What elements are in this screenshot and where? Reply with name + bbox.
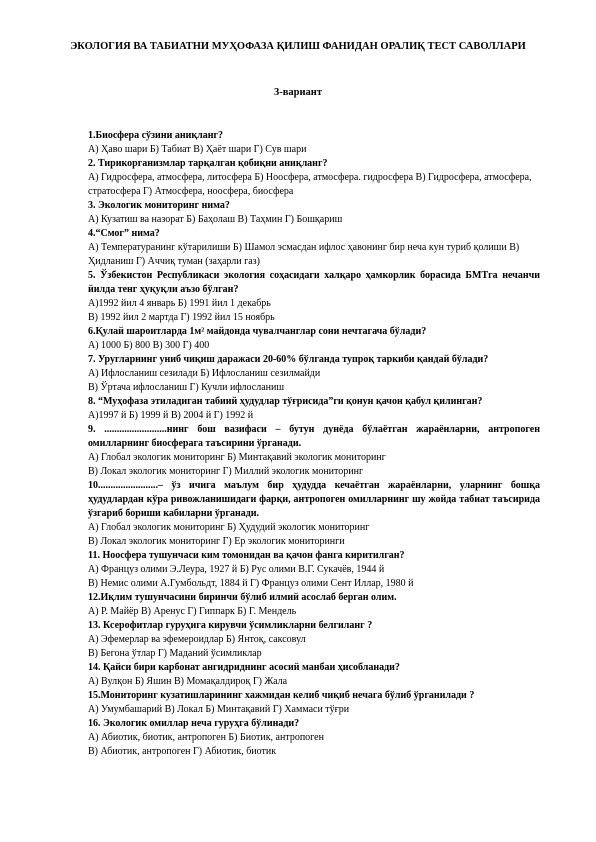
document-title: ЭКОЛОГИЯ ВА ТАБИАТНИ МУҲОФАЗА ҚИЛИШ ФАНИДАН ОРАЛИҚ ТЕСТ САВОЛЛАРИ — [70, 41, 526, 52]
answer-options: А) Вулқон Б) Яшин В) Момақалдироқ Г) Жала — [88, 676, 288, 687]
answer-options: А) Эфемерлар ва эфемероидлар Б) Янтоқ, саксовул — [88, 634, 306, 645]
answer-options: В) Бегона ўтлар Г) Маданий ўсимликлар — [88, 648, 262, 659]
question-text: 15.Мониторинг кузатишларининг хажмидан келиб чиқиб нечага бўлиб ўрганилади ? — [88, 690, 475, 701]
answer-options: А) 1000 Б) 800 В) 300 Г) 400 — [88, 340, 210, 351]
question-block — [88, 395, 540, 423]
question-block — [88, 689, 540, 717]
answer-options: А) Гидросфера, атмосфера, литосфера Б) Ноосфера, атмосфера. гидросфера В) Гидросфера, атмосфера, стратосфера Г) Атмосфера, ноосфера, биосфера — [88, 172, 532, 197]
answer-options: В) Ўртача ифлосланиш Г) Кучли ифлосланиш — [88, 382, 285, 393]
answer-options: А) Умумбашарий В) Локал Б) Минтақавий Г) Хаммаси тўғри — [88, 704, 350, 715]
answer-options: В) 1992 йил 2 мартда Г) 1992 йил 15 ноябрь — [88, 312, 275, 323]
question-block — [88, 549, 540, 591]
question-text: 8. “Муҳофаза этиладиган табиий ҳудудлар тўғрисида”ги қонун қачон қабул қилинган? — [88, 396, 483, 407]
answer-options: А) Кузатиш ва назорат Б) Баҳолаш В) Таҳмин Г) Бошқариш — [88, 214, 343, 225]
question-block — [88, 479, 540, 549]
answer-options: В) Абиотик, антропоген Г) Абиотик, биотик — [88, 746, 277, 757]
answer-options: А) Ҳаво шари Б) Табиат В) Ҳаёт шари Г) Сув шари — [88, 144, 307, 155]
answer-options: А) Глобал экологик мониторинг Б) Ҳудудий экологик мониторинг — [88, 522, 370, 533]
questions-list — [88, 129, 540, 759]
answer-options: А) Температуранинг кўтарилиши Б) Шамол эсмасдан ифлос ҳавонинг бир неча кун туриб қолиши В) Ҳидланиш Г) Аччиқ туман (заҳарли газ) — [88, 242, 520, 267]
answer-options: В) Локал экологик мониторинг Г) Ер экологик мониторинги — [88, 536, 345, 547]
question-block — [88, 591, 540, 619]
question-block — [88, 227, 540, 269]
question-text: 9. .........................нинг бош вазифаси – бутун дунёда бўлаётган жараёнларни, антропоген омилларнинг биосферага таъсирини ўрганади. — [88, 424, 540, 449]
question-block — [88, 325, 540, 353]
question-block — [88, 269, 540, 325]
question-block — [88, 661, 540, 689]
question-text: 3. Экологик мониторинг нима? — [88, 200, 230, 211]
question-text: 4.“Смог” нима? — [88, 228, 160, 239]
question-block — [88, 129, 540, 157]
answer-options: А) Р. Майёр В) Аренус Г) Гиппарк Б) Г. Мендель — [88, 606, 297, 617]
answer-options: А) Француз олими Э.Леура, 1927 й Б) Рус олими В.Г. Сукачёв, 1944 й — [88, 564, 385, 575]
question-text: 1.Биосфера сўзини аниқланг? — [88, 130, 224, 141]
question-text: 2. Тирикорганизмлар тарқалган қобиқни аниқланг? — [88, 158, 328, 169]
question-block — [88, 619, 540, 661]
question-text: 13. Ксерофитлар гуруҳига кирувчи ўсимликларни белгиланг ? — [88, 620, 373, 631]
question-text: 7. Уругларнинг униб чиқиш даражаси 20-60% бўлганда тупроқ таркиби қандай бўлади? — [88, 354, 489, 365]
variant-label: 3-вариант — [273, 87, 322, 98]
answer-options: В) Немис олими А.Гумбольдт, 1884 й Г) Француз олими Сент Иллар, 1980 й — [88, 578, 414, 589]
answer-options: А) Глобал экологик мониторинг Б) Минтақавий экологик мониторинг — [88, 452, 386, 463]
answer-options: А) Ифлосланиш сезилади Б) Ифлосланиш сезилмайди — [88, 368, 321, 379]
answer-options: А)1997 й Б) 1999 й В) 2004 й Г) 1992 й — [88, 410, 254, 421]
answer-options: В) Локал экологик мониторинг Г) Миллий экологик мониторинг — [88, 466, 364, 477]
question-block — [88, 199, 540, 227]
question-block — [88, 423, 540, 479]
question-text: 16. Экологик омиллар неча гуруҳга бўлинади? — [88, 718, 300, 729]
question-block — [88, 157, 540, 199]
question-text: 5. Ўзбекистон Республикаси экология соҳасидаги халқаро ҳамкорлик борасида БМТга нечанчи йилда тенг ҳуқуқли аъзо бўлган? — [88, 270, 540, 295]
question-text: 6.Қулай шароитларда 1м² майдонда чувалчанглар сони нечтагача бўлади? — [88, 326, 427, 337]
answer-options: А) Абиотик, биотик, антропоген Б) Биотик, антропоген — [88, 732, 324, 743]
question-block — [88, 353, 540, 395]
question-text: 11. Ноосфера тушунчаси ким томонидан ва қачон фанга киритилган? — [88, 550, 405, 561]
answer-options: А)1992 йил 4 январь Б) 1991 йил 1 декабрь — [88, 298, 271, 309]
question-text: 10........................– ўз ичига маълум бир ҳудудда кечаётган жараёнларни, уларнинг бошқа ҳудудлардан кўра ривожланишидаги фарқи, антропоген омилларнинг шу жойда табиат таъсирида ўзгариб бориши кабиларни ўрганади. — [88, 480, 540, 519]
question-text: 14. Қайси бири карбонат ангидриднинг асосий манбаи ҳисобланади? — [88, 662, 400, 673]
question-block — [88, 717, 540, 759]
question-text: 12.Иқлим тушунчасини биринчи бўлиб илмий асослаб берган олим. — [88, 592, 397, 603]
